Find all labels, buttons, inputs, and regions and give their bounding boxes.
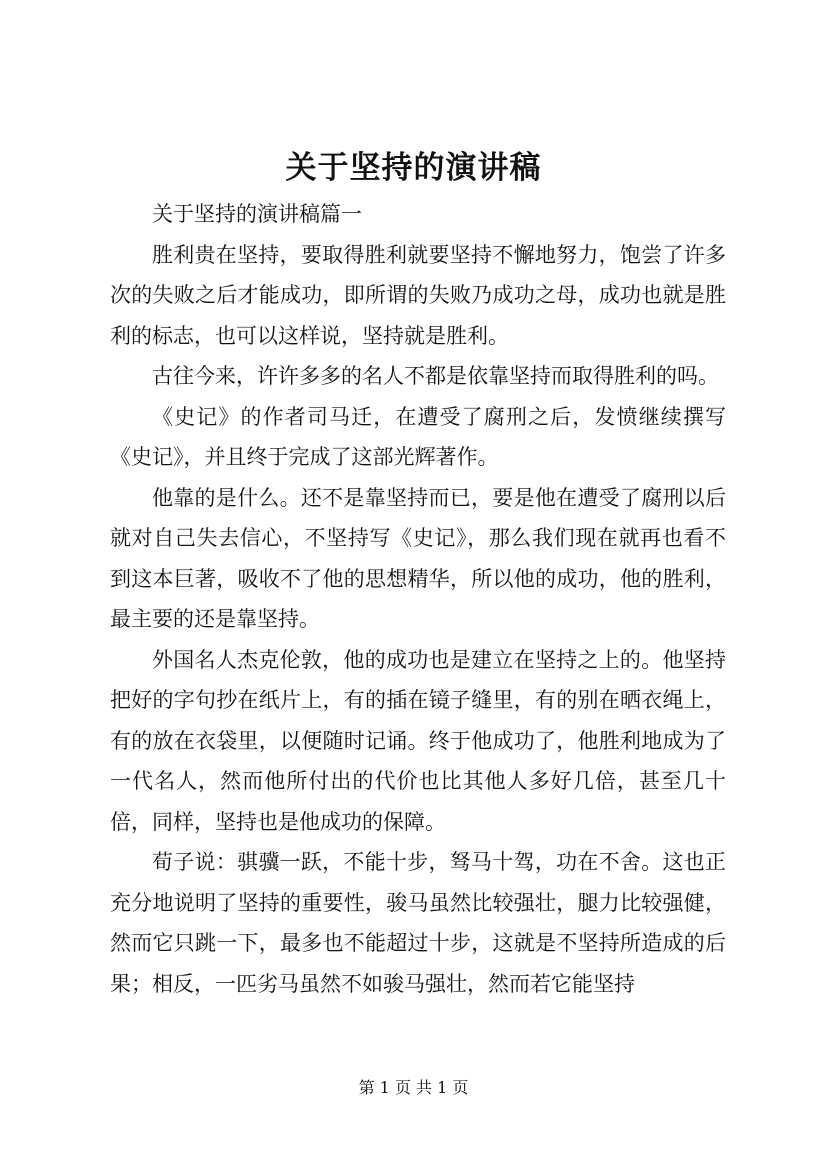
- paragraph-1: 胜利贵在坚持，要取得胜利就要坚持不懈地努力，饱尝了许多次的失败之后才能成功，即所谓的失败乃成功之母，成功也就是胜利的标志，也可以这样说，坚持就是胜利。: [110, 242, 726, 348]
- paragraph-5: 外国名人杰克伦敦，他的成功也是建立在坚持之上的。他坚持把好的字句抄在纸片上，有的插在镜子缝里，有的别在晒衣绳上，有的放在衣袋里，以便随时记诵。终于他成功了，他胜利地成为了一代名人，然而他所付出的代价也比其他人多好几倍，甚至几十倍，同样，坚持也是他成功的保障。: [110, 647, 726, 834]
- page-footer: 第 1 页 共 1 页: [358, 1078, 469, 1097]
- document-title: 关于坚持的演讲稿: [285, 150, 542, 186]
- section-heading: 关于坚持的演讲稿篇一: [152, 202, 362, 226]
- paragraph-6: 荀子说：骐骥一跃，不能十步，驽马十驾，功在不舍。这也正充分地说明了坚持的重要性，骏马虽然比较强壮，腿力比较强健，然而它只跳一下，最多也不能超过十步，这就是不坚持所造成的后果；相反，一匹劣马虽然不如骏马强壮，然而若它能坚持: [110, 850, 726, 996]
- paragraph-3: 《史记》的作者司马迁，在遭受了腐刑之后，发愤继续撰写《史记》，并且终于完成了这部光辉著作。: [110, 404, 726, 469]
- paragraph-4: 他靠的是什么。还不是靠坚持而已，要是他在遭受了腐刑以后就对自己失去信心，不坚持写《史记》，那么我们现在就再也看不到这本巨著，吸收不了他的思想精华，所以他的成功，他的胜利，最主要的还是靠坚持。: [110, 485, 726, 631]
- paragraph-2: 古往今来，许许多多的名人不都是依靠坚持而取得胜利的吗。: [152, 364, 719, 388]
- document-body: [110, 194, 726, 1004]
